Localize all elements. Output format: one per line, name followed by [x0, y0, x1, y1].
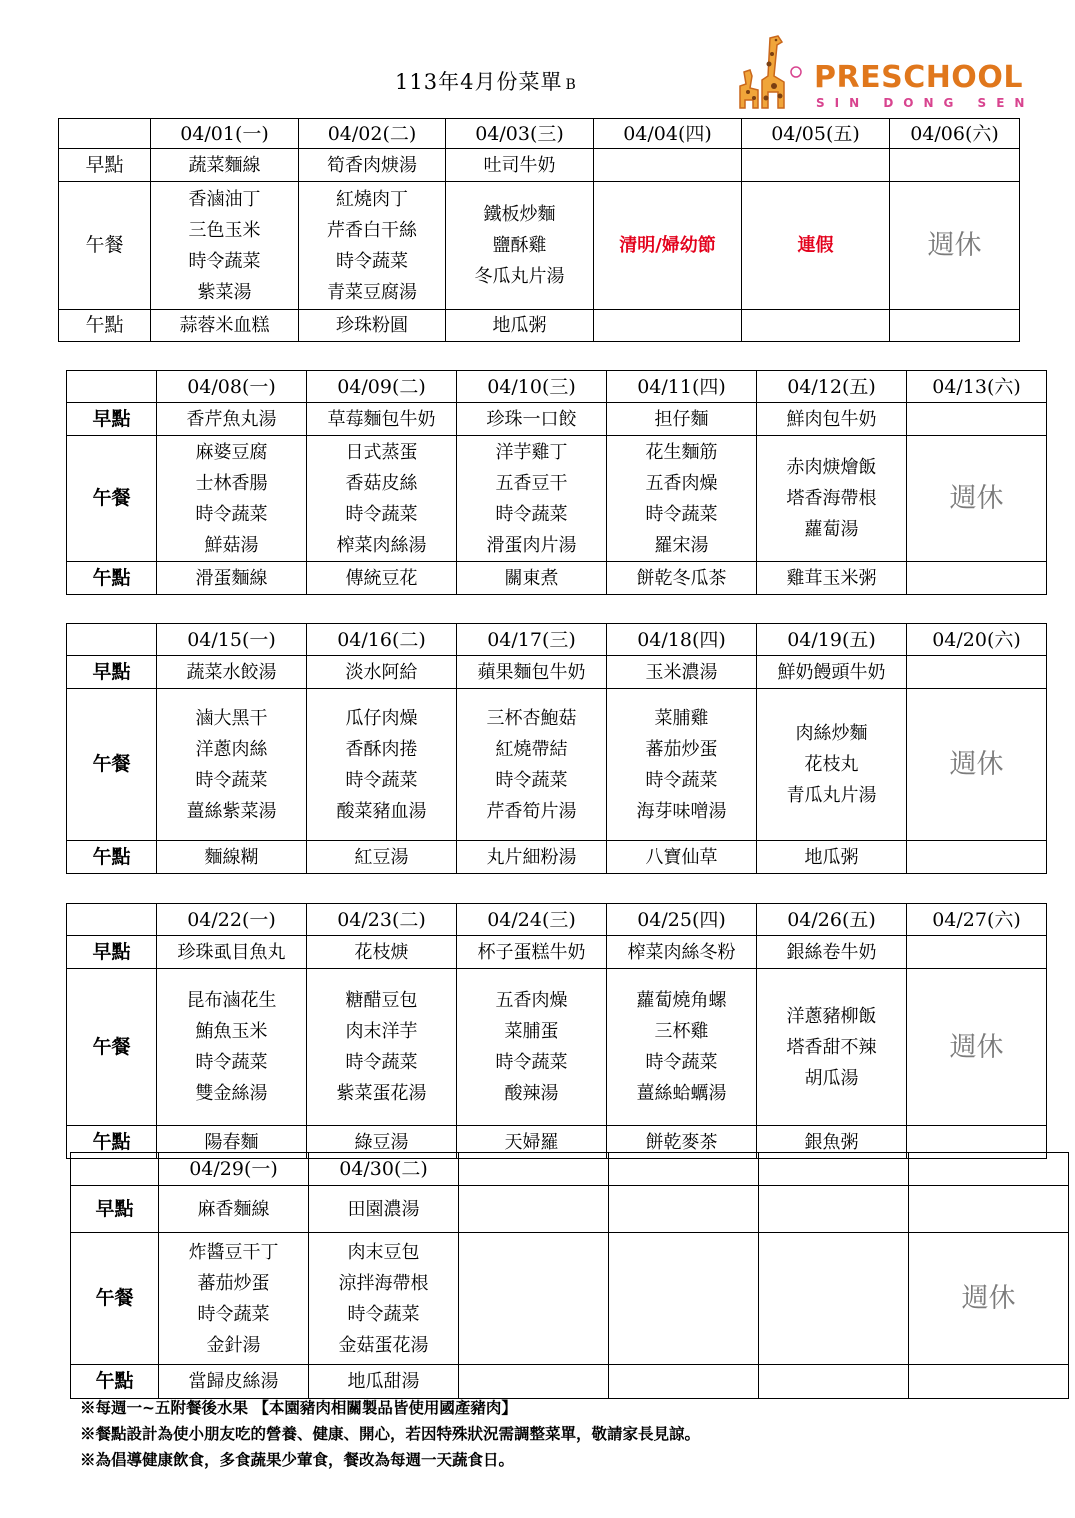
lunch-dish: 三色玉米: [188, 219, 261, 241]
title-text: 113年4月份菜單: [395, 70, 563, 94]
date-header: 04/12(五): [757, 371, 907, 403]
breakfast-cell: [594, 149, 742, 182]
breakfast-cell: 銀絲卷牛奶: [757, 936, 907, 969]
lunch-dish: 胡瓜湯: [804, 1067, 859, 1089]
breakfast-cell: 鮮奶饅頭牛奶: [757, 656, 907, 689]
row-label-snack: 午點: [67, 562, 157, 595]
date-header: 04/24(三): [457, 904, 607, 936]
lunch-dish: 金菇蛋花湯: [338, 1334, 429, 1356]
lunch-cell: [157, 969, 307, 1126]
lunch-dish: 花枝丸: [804, 754, 859, 775]
lunch-cell: [157, 689, 307, 841]
breakfast-cell: 鮮肉包牛奶: [757, 403, 907, 436]
snack-cell: 陽春麵: [157, 1126, 307, 1159]
lunch-dish: 炸醬豆干丁: [188, 1241, 279, 1263]
lunch-dish: 時令蔬菜: [195, 1052, 268, 1073]
date-header: [759, 1153, 909, 1186]
snack-cell: 麵線糊: [157, 841, 307, 874]
corner-cell: [71, 1153, 159, 1186]
lunch-dish: 時令蔬菜: [347, 1303, 420, 1325]
lunch-dish: 菜脯雞: [654, 707, 709, 729]
lunch-dish: 滑蛋肉片湯: [486, 534, 577, 556]
breakfast-cell: 田園濃湯: [309, 1186, 459, 1233]
lunch-dish: 金針湯: [206, 1334, 261, 1356]
lunch-cell: [309, 1233, 459, 1365]
snack-cell: 當歸皮絲湯: [159, 1365, 309, 1399]
lunch-dish: 紅燒帶結: [495, 738, 568, 760]
date-header: 04/20(六): [907, 624, 1047, 656]
lunch-dish: 日式蒸蛋: [345, 441, 418, 463]
corner-cell: [67, 371, 157, 403]
date-header: 04/09(二): [307, 371, 457, 403]
lunch-dish: 紫菜蛋花湯: [336, 1083, 427, 1104]
lunch-cell: 連假: [742, 182, 890, 310]
lunch-dish: 塔香海帶根: [786, 488, 877, 509]
date-header: 04/04(四): [594, 119, 742, 149]
lunch-dish: 蘿蔔燒角螺: [636, 990, 727, 1011]
notes: [80, 1395, 700, 1473]
lunch-dish: 洋蔥豬柳飯: [786, 1005, 877, 1027]
note-line: ※餐點設計為使小朋友吃的營養、健康、開心，若因特殊狀況需調整菜單，敬請家長見諒。: [80, 1424, 701, 1443]
snack-cell: 傳統豆花: [307, 562, 457, 595]
lunch-dish: 時令蔬菜: [197, 1303, 270, 1325]
lunch-cell: [307, 436, 457, 562]
date-header: 04/15(一): [157, 624, 307, 656]
lunch-dish: 冬瓜丸片湯: [474, 266, 565, 287]
snack-cell: 雞茸玉米粥: [757, 562, 907, 595]
lunch-dish: 時令蔬菜: [188, 250, 261, 272]
date-header: [459, 1153, 609, 1186]
date-header: 04/13(六): [907, 371, 1047, 403]
lunch-dish: 肉末豆包: [347, 1241, 420, 1263]
row-label-breakfast: 早點: [59, 149, 151, 182]
lunch-dish: 薑絲紫菜湯: [186, 800, 277, 822]
lunch-dish: 時令蔬菜: [495, 503, 568, 525]
date-header: 04/30(二): [309, 1153, 459, 1186]
breakfast-cell: 麻香麵線: [159, 1186, 309, 1233]
date-header: 04/17(三): [457, 624, 607, 656]
date-header: 04/27(六): [907, 904, 1047, 936]
lunch-dish: 鐵板炒麵: [483, 204, 556, 225]
lunch-dish: 時令蔬菜: [345, 769, 418, 791]
lunch-cell: [757, 969, 907, 1126]
snack-cell: 滑蛋麵線: [157, 562, 307, 595]
lunch-dish: 鹽酥雞: [492, 235, 547, 256]
lunch-cell: [459, 1233, 609, 1365]
date-header: 04/26(五): [757, 904, 907, 936]
lunch-dish: 香滷油丁: [188, 188, 261, 210]
lunch-dish: 紅燒肉丁: [336, 188, 408, 210]
corner-cell: [59, 119, 151, 149]
date-header: 04/22(一): [157, 904, 307, 936]
giraffe-icon: [730, 32, 814, 112]
lunch-dish: 青菜豆腐湯: [327, 281, 417, 303]
weekend-cell: 週休: [909, 1233, 1069, 1365]
lunch-dish: 青瓜丸片湯: [786, 785, 877, 806]
breakfast-cell: 蔬菜水餃湯: [157, 656, 307, 689]
lunch-cell: [607, 436, 757, 562]
snack-cell: [459, 1365, 609, 1399]
lunch-dish: 塔香甜不辣: [786, 1036, 877, 1058]
breakfast-cell: [459, 1186, 609, 1233]
lunch-dish: 花生麵筋: [645, 441, 718, 463]
lunch-dish: 蕃茄炒蛋: [645, 738, 718, 760]
date-header: 04/11(四): [607, 371, 757, 403]
snack-cell: 丸片細粉湯: [457, 841, 607, 874]
lunch-dish: 肉絲炒麵: [795, 723, 868, 744]
title-suffix: B: [565, 77, 577, 93]
lunch-cell: [157, 436, 307, 562]
breakfast-cell: 珍珠虱目魚丸: [157, 936, 307, 969]
date-header: 04/16(二): [307, 624, 457, 656]
lunch-dish: 涼拌海帶根: [338, 1272, 429, 1294]
lunch-dish: 榨菜肉絲湯: [336, 534, 427, 556]
row-label-lunch: 午餐: [59, 182, 151, 310]
lunch-cell: [457, 436, 607, 562]
weekend-cell: 週休: [907, 969, 1047, 1126]
lunch-dish: 赤肉焿燴飯: [786, 457, 877, 478]
lunch-dish: 香菇皮絲: [345, 472, 418, 494]
snack-cell: 綠豆湯: [307, 1126, 457, 1159]
date-header: 04/29(一): [159, 1153, 309, 1186]
lunch-dish: 時令蔬菜: [345, 503, 418, 525]
lunch-dish: 時令蔬菜: [195, 503, 268, 525]
breakfast-cell: [890, 149, 1020, 182]
breakfast-cell: 杯子蛋糕牛奶: [457, 936, 607, 969]
lunch-dish: 洋芋雞丁: [495, 441, 568, 463]
logo-brand: PRESCHOOL: [814, 60, 1023, 95]
breakfast-cell: 吐司牛奶: [446, 149, 594, 182]
lunch-cell: [299, 182, 446, 310]
snack-cell: 地瓜粥: [757, 841, 907, 874]
date-header: 04/06(六): [890, 119, 1020, 149]
lunch-cell: [609, 1233, 759, 1365]
snack-cell: 地瓜粥: [446, 310, 594, 342]
lunch-dish: 酸辣湯: [504, 1083, 559, 1104]
school-logo: [730, 32, 1040, 112]
lunch-dish: 雙金絲湯: [195, 1083, 268, 1104]
lunch-dish: 蕃茄炒蛋: [197, 1272, 270, 1294]
breakfast-cell: 淡水阿給: [307, 656, 457, 689]
snack-cell: 珍珠粉圓: [299, 310, 446, 342]
week-table: [66, 623, 1047, 874]
row-label-lunch: 午餐: [71, 1233, 159, 1365]
breakfast-cell: 担仔麵: [607, 403, 757, 436]
lunch-dish: 蘿蔔湯: [804, 519, 859, 540]
snack-cell: 餅乾冬瓜茶: [607, 562, 757, 595]
row-label-lunch: 午餐: [67, 969, 157, 1126]
note-line: ※每週一~五附餐後水果 【本園豬肉相關製品皆使用國產豬肉】: [80, 1398, 517, 1417]
snack-cell: 銀魚粥: [757, 1126, 907, 1159]
lunch-dish: 洋蔥肉絲: [195, 738, 268, 760]
lunch-dish: 時令蔬菜: [345, 1052, 418, 1073]
lunch-cell: [457, 689, 607, 841]
lunch-cell: [757, 436, 907, 562]
breakfast-cell: [742, 149, 890, 182]
row-label-breakfast: 早點: [67, 656, 157, 689]
row-label-snack: 午點: [59, 310, 151, 342]
lunch-dish: 五香肉燥: [495, 990, 568, 1011]
date-header: 04/08(一): [157, 371, 307, 403]
lunch-dish: 時令蔬菜: [645, 769, 718, 791]
breakfast-cell: 玉米濃湯: [607, 656, 757, 689]
lunch-dish: 時令蔬菜: [195, 769, 268, 791]
breakfast-cell: [907, 936, 1047, 969]
logo-subtitle: SIN DONG SEN: [816, 96, 1035, 110]
lunch-cell: 清明/婦幼節: [594, 182, 742, 310]
lunch-dish: 芹香筍片湯: [486, 800, 577, 822]
lunch-dish: 肉末洋芋: [345, 1021, 418, 1042]
lunch-cell: [151, 182, 299, 310]
row-label-breakfast: 早點: [71, 1186, 159, 1233]
snack-cell: [909, 1365, 1069, 1399]
date-header: [909, 1153, 1069, 1186]
corner-cell: [67, 904, 157, 936]
snack-cell: 餅乾麥茶: [607, 1126, 757, 1159]
lunch-dish: 香酥肉捲: [345, 738, 418, 760]
row-label-lunch: 午餐: [67, 436, 157, 562]
breakfast-cell: 蘋果麵包牛奶: [457, 656, 607, 689]
breakfast-cell: [609, 1186, 759, 1233]
date-header: 04/02(二): [299, 119, 446, 149]
weekend-cell: 週休: [907, 689, 1047, 841]
snack-cell: 關東煮: [457, 562, 607, 595]
lunch-cell: [457, 969, 607, 1126]
snack-cell: [890, 310, 1020, 342]
lunch-dish: 麻婆豆腐: [195, 441, 268, 463]
row-label-breakfast: 早點: [67, 403, 157, 436]
lunch-dish: 酸菜豬血湯: [336, 800, 427, 822]
lunch-dish: 芹香白干絲: [327, 219, 417, 241]
snack-cell: 紅豆湯: [307, 841, 457, 874]
lunch-dish: 時令蔬菜: [495, 1052, 568, 1073]
note-line: ※為倡導健康飲食，多食蔬果少葷食，餐改為每週一天蔬食日。: [80, 1450, 515, 1469]
lunch-cell: [607, 969, 757, 1126]
snack-cell: [759, 1365, 909, 1399]
lunch-dish: 三杯雞: [654, 1021, 709, 1042]
lunch-dish: 時令蔬菜: [645, 1052, 718, 1073]
lunch-dish: 羅宋湯: [654, 534, 709, 556]
lunch-dish: 鮮菇湯: [204, 534, 259, 556]
page-title: [395, 66, 577, 96]
lunch-dish: 菜脯蛋: [504, 1021, 559, 1042]
lunch-dish: 海芽味噌湯: [636, 800, 727, 822]
breakfast-cell: [909, 1186, 1069, 1233]
row-label-breakfast: 早點: [67, 936, 157, 969]
lunch-cell: [607, 689, 757, 841]
weekend-cell: 週休: [890, 182, 1020, 310]
breakfast-cell: 筍香肉焿湯: [299, 149, 446, 182]
lunch-dish: 時令蔬菜: [645, 503, 718, 525]
lunch-cell: [446, 182, 594, 310]
lunch-dish: 昆布滷花生: [186, 990, 277, 1011]
date-header: [609, 1153, 759, 1186]
breakfast-cell: 榨菜肉絲冬粉: [607, 936, 757, 969]
week-table: [66, 903, 1047, 1159]
row-label-lunch: 午餐: [67, 689, 157, 841]
lunch-cell: [159, 1233, 309, 1365]
snack-cell: [907, 841, 1047, 874]
week-table: [58, 118, 1020, 342]
week-table: [70, 1152, 1069, 1399]
snack-cell: 地瓜甜湯: [309, 1365, 459, 1399]
lunch-cell: [307, 689, 457, 841]
week-table: [66, 370, 1047, 595]
date-header: 04/23(二): [307, 904, 457, 936]
lunch-dish: 鮪魚玉米: [195, 1021, 268, 1042]
lunch-cell: [307, 969, 457, 1126]
breakfast-cell: [907, 403, 1047, 436]
row-label-snack: 午點: [71, 1365, 159, 1399]
snack-cell: 天婦羅: [457, 1126, 607, 1159]
snack-cell: 蒜蓉米血糕: [151, 310, 299, 342]
date-header: 04/18(四): [607, 624, 757, 656]
snack-cell: [907, 562, 1047, 595]
lunch-dish: 三杯杏鮑菇: [486, 707, 577, 729]
date-header: 04/05(五): [742, 119, 890, 149]
breakfast-cell: 花枝焿: [307, 936, 457, 969]
lunch-cell: [757, 689, 907, 841]
breakfast-cell: 草莓麵包牛奶: [307, 403, 457, 436]
date-header: 04/25(四): [607, 904, 757, 936]
lunch-cell: [759, 1233, 909, 1365]
corner-cell: [67, 624, 157, 656]
breakfast-cell: 香芹魚丸湯: [157, 403, 307, 436]
snack-cell: [742, 310, 890, 342]
breakfast-cell: [759, 1186, 909, 1233]
lunch-dish: 五香肉燥: [645, 472, 718, 494]
weekend-cell: 週休: [907, 436, 1047, 562]
lunch-dish: 滷大黑干: [195, 707, 268, 729]
lunch-dish: 時令蔬菜: [336, 250, 408, 272]
breakfast-cell: 珍珠一口餃: [457, 403, 607, 436]
lunch-dish: 薑絲蛤蠣湯: [636, 1083, 727, 1104]
lunch-dish: 紫菜湯: [197, 281, 252, 303]
breakfast-cell: 蔬菜麵線: [151, 149, 299, 182]
snack-cell: [609, 1365, 759, 1399]
date-header: 04/10(三): [457, 371, 607, 403]
lunch-dish: 瓜仔肉燥: [345, 707, 418, 729]
lunch-dish: 士林香腸: [195, 472, 268, 494]
date-header: 04/03(三): [446, 119, 594, 149]
lunch-dish: 五香豆干: [495, 472, 568, 494]
row-label-snack: 午點: [67, 1126, 157, 1159]
row-label-snack: 午點: [67, 841, 157, 874]
breakfast-cell: [907, 656, 1047, 689]
snack-cell: 八寶仙草: [607, 841, 757, 874]
date-header: 04/01(一): [151, 119, 299, 149]
lunch-dish: 糖醋豆包: [345, 990, 418, 1011]
lunch-dish: 時令蔬菜: [495, 769, 568, 791]
date-header: 04/19(五): [757, 624, 907, 656]
snack-cell: [594, 310, 742, 342]
